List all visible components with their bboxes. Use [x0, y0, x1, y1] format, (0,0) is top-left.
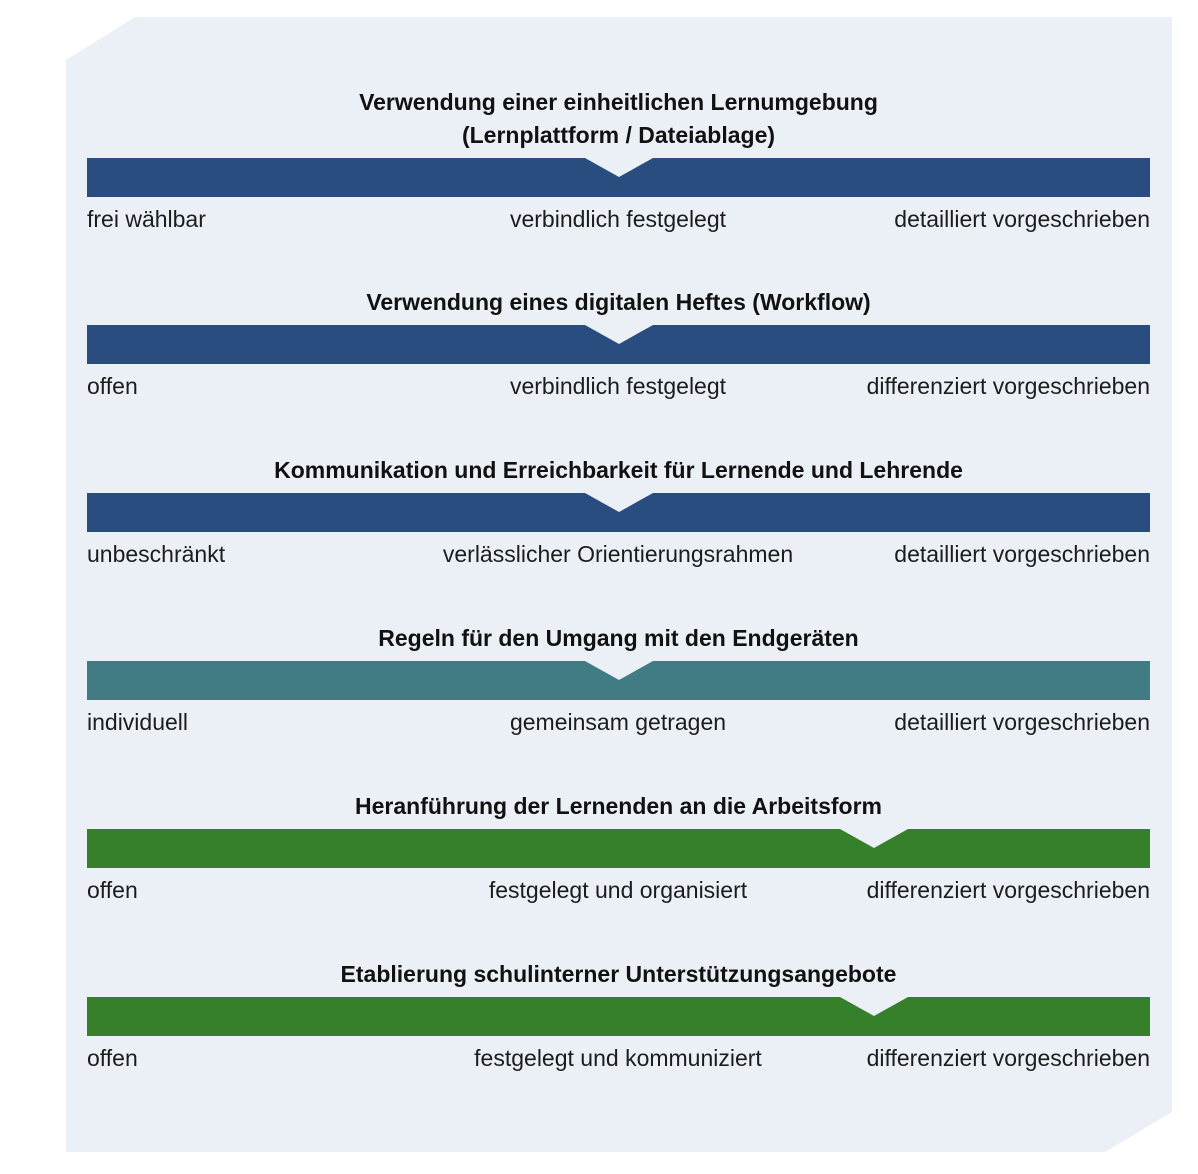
scale-label-right: detailliert vorgeschrieben [894, 206, 1150, 232]
scale-label-right: detailliert vorgeschrieben [894, 541, 1150, 567]
scale-bar [87, 493, 1150, 532]
scale-bar-with-marker-notch [87, 661, 1150, 700]
scale-bar [87, 661, 1150, 700]
scale-label-right: differenziert vorgeschrieben [866, 877, 1150, 903]
scale-title: Etablierung schulinterner Unterstützungsangebote [340, 961, 897, 987]
scale-label-middle: festgelegt und kommuniziert [474, 1045, 762, 1071]
scale-bar [87, 829, 1150, 868]
scale-bar [87, 158, 1150, 197]
scale-bar-graphic [87, 661, 1150, 700]
scale-label-left: offen [87, 1045, 138, 1071]
scale-bar-with-marker-notch [87, 997, 1150, 1036]
scale-bar-graphic [87, 829, 1150, 868]
scale-label-right: differenziert vorgeschrieben [866, 1045, 1150, 1071]
scale-label-middle: verbindlich festgelegt [509, 373, 727, 399]
scale-label-left: offen [87, 877, 138, 903]
scale-bar [87, 997, 1150, 1036]
scale-label-middle: gemeinsam getragen [509, 709, 727, 735]
scale-label-right: detailliert vorgeschrieben [894, 709, 1150, 735]
scale-bar-with-marker-notch [87, 493, 1150, 532]
scale-title: Regeln für den Umgang mit den Endgeräten [378, 625, 859, 651]
scale-label-middle: verlässlicher Orientierungsrahmen [442, 541, 794, 567]
scale-bar-graphic [87, 997, 1150, 1036]
scale-label-left: individuell [87, 709, 189, 735]
scale-bar-with-marker-notch [87, 325, 1150, 364]
scale-title: Verwendung einer einheitlichen Lernumgebung (Lernplattform / Dateiablage) [359, 89, 878, 148]
scale-bar-with-marker-notch [87, 829, 1150, 868]
scales-container [87, 0, 1150, 1174]
scale-bar-graphic [87, 325, 1150, 364]
scale-label-left: unbeschränkt [87, 541, 226, 567]
scale-bar-with-marker-notch [87, 158, 1150, 197]
scale-title: Heranführung der Lernenden an die Arbeitsform [355, 793, 882, 819]
scale-title: Kommunikation und Erreichbarkeit für Lernende und Lehrende [274, 457, 963, 483]
scale-label-left: offen [87, 373, 138, 399]
scale-title: Verwendung eines digitalen Heftes (Workflow) [366, 289, 871, 315]
scale-label-middle: verbindlich festgelegt [509, 206, 727, 232]
scale-bar-graphic [87, 158, 1150, 197]
scale-label-left: frei wählbar [87, 206, 206, 232]
scale-bar-graphic [87, 493, 1150, 532]
scale-bar [87, 325, 1150, 364]
scale-label-middle: festgelegt und organisiert [488, 877, 748, 903]
scale-label-right: differenziert vorgeschrieben [866, 373, 1150, 399]
